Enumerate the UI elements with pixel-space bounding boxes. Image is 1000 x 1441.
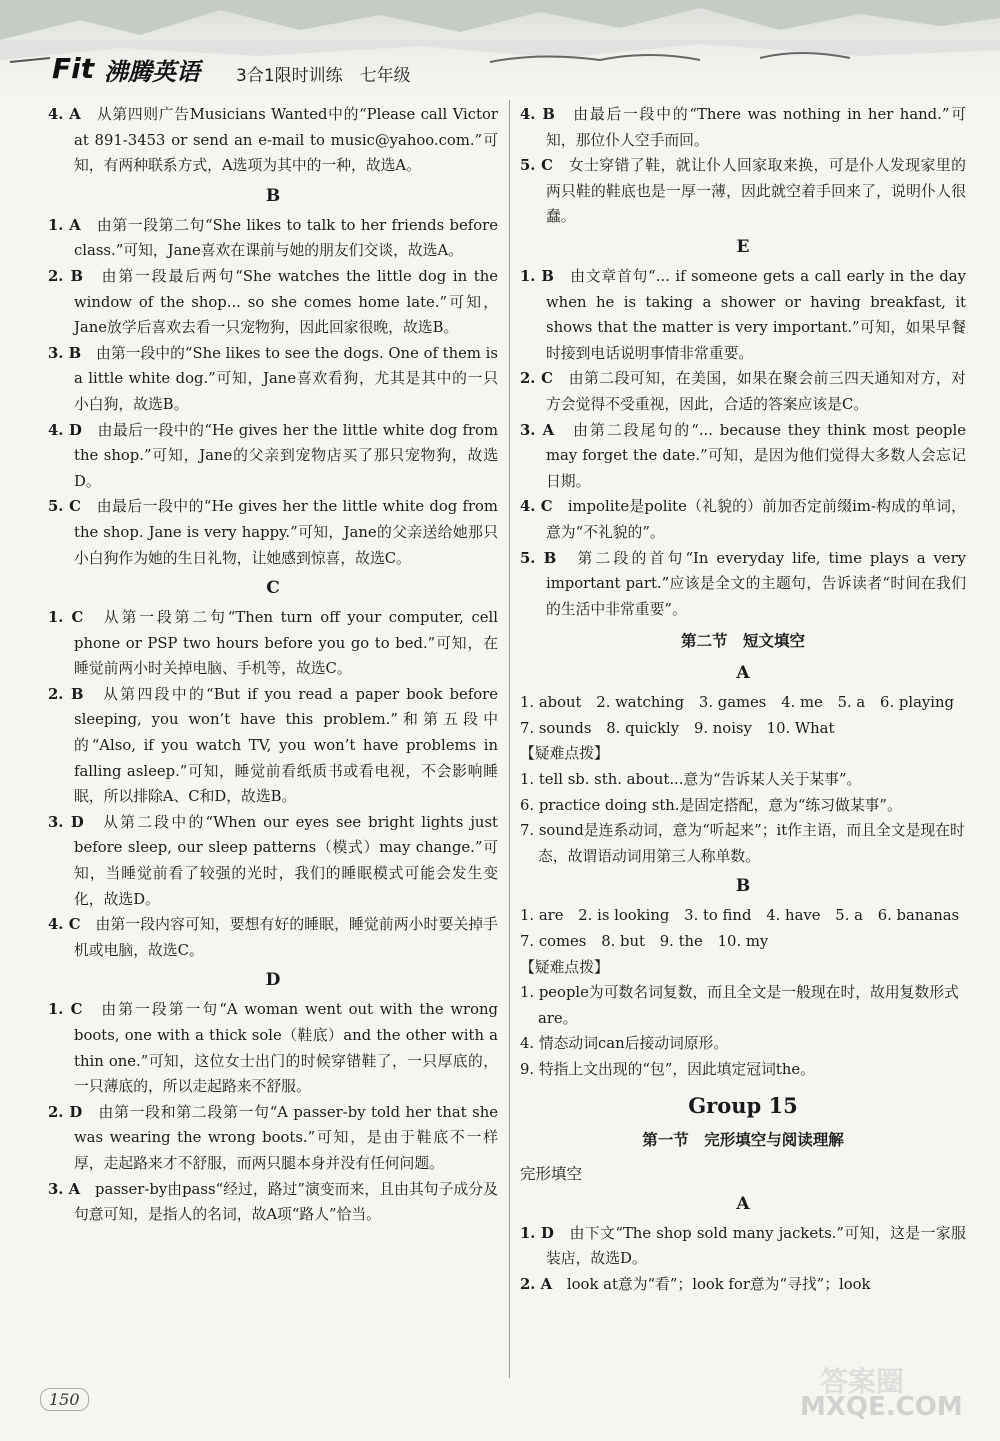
answer-item: 2. B 由第一段最后两句“She watches the little dog in the window of the shop... so she comes home late.”可知，Jane放学后喜欢去看一只宠物狗，因此回家很晚，故选B。 xyxy=(48,267,498,337)
section-heading-e: E xyxy=(736,236,750,257)
answer-row: 1. are 2. is looking 3. to find 4. have 5. a 6. bananas xyxy=(520,907,960,925)
answer-item: 3. A 由第二段尾句的“... because they think most people may forget the date.”可知，是因为他们觉得大多数人会忘记日期。 xyxy=(520,421,966,490)
tip-note: 4. 情态动词can后接动词原形。 xyxy=(520,1035,729,1053)
section-heading-a: A xyxy=(736,1193,750,1214)
answer-row: 7. comes 8. but 9. the 10. my xyxy=(520,933,769,951)
answer-item: 1. B 由文章首句“... if someone gets a call early in the day when he is taking a shower or having breakfast, it shows that the matter is very important.”可知，如果早餐时接到电话说明事情非常重要。 xyxy=(520,267,966,362)
answer-item: 3. A passer-by由pass“经过，路过”演变而来，且由其句子成分及句意可知，是指人的名词，故A项“路人”恰当。 xyxy=(48,1180,498,1224)
answer-item: 5. C 由最后一段中的“He gives her the little white dog from the shop. Jane is very happy.”可知，Jane的父亲送给她那只小白狗作为她的生日礼物，让她感到惊喜，故选C。 xyxy=(48,498,498,567)
tip-note: 6. practice doing sth.是固定搭配，意为“练习做某事”。 xyxy=(520,796,902,814)
answer-item: 4. D 由最后一段中的“He gives her the little white dog from the shop.”可知，Jane的父亲到宠物店买了那只宠物狗，故选D。 xyxy=(48,421,498,490)
answer-item: 2. D 由第一段和第二段第一句“A passer-by told her that she was wearing the wrong boots.”可知，是由于鞋底不一样厚，走起路来才不舒服，而两只腿本身并没有任何问题。 xyxy=(48,1103,498,1172)
right-column xyxy=(520,102,966,1297)
answer-item: 4. C impolite是polite（礼貌的）前加否定前缀im-构成的单词，意为“不礼貌的”。 xyxy=(520,498,966,541)
group-title: Group 15 xyxy=(688,1092,798,1118)
section-title-fill-in: 第二节 短文填空 xyxy=(680,632,805,651)
answer-item: 1. D 由下文“The shop sold many jackets.”可知，这是一家服装店，故选D。 xyxy=(520,1224,966,1268)
answer-item: 2. C 由第二段可知，在美国，如果在聚会前三四天通知对方，对方会觉得不受重视，因此，合适的答案应该是C。 xyxy=(520,370,966,413)
answer-item: 5. C 女士穿错了鞋，就让仆人回家取来换，可是仆人发现家里的两只鞋的鞋底也是一厚一薄，因此就空着手回来了，说明仆人很蠢。 xyxy=(520,157,966,226)
column-divider xyxy=(509,100,510,1378)
section-heading-b: B xyxy=(735,876,751,897)
answer-item: 4. C 由第一段内容可知，要想有好的睡眠，睡觉前两小时要关掉手机或电脑，故选C。 xyxy=(48,916,498,959)
logo-fit: Fit xyxy=(52,52,95,85)
book-subtitle: 3合1限时训练 七年级 xyxy=(236,66,411,86)
tip-note: 1. people为可数名词复数，而且全文是一般现在时，故用复数形式are。 xyxy=(520,984,959,1027)
answer-item: 3. B 由第一段中的“She likes to see the dogs. One of them is a little white dog.”可知，Jane喜欢看狗，尤其是其中的一只小白狗，故选B。 xyxy=(48,344,498,413)
tips-label: 【疑难点拨】 xyxy=(520,745,609,763)
section-heading-c: C xyxy=(266,578,280,599)
section-heading-a: A xyxy=(736,663,750,684)
page-number: 150 xyxy=(40,1388,89,1411)
answer-item: 1. C 由第一段第一句“A woman went out with the wrong boots, one with a thick sole（鞋底）and the other with a thin one.”可知，这位女士出门的时候穿错鞋了，一只厚底的，一只薄底的，所以走起路来不舒服。 xyxy=(48,1001,498,1096)
section-heading-d: D xyxy=(265,970,281,991)
tip-note: 7. sound是连系动词，意为“听起来”；it作主语，而且全文是现在时态，故谓语动词用第三人称单数。 xyxy=(520,822,965,865)
section-heading-b: B xyxy=(265,185,281,206)
page-header xyxy=(0,0,1000,100)
left-column xyxy=(48,102,498,1228)
cloze-label: 完形填空 xyxy=(520,1164,583,1183)
answer-item: 1. A 由第一段第二句“She likes to talk to her friends before class.”可知，Jane喜欢在课前与她的朋友们交谈，故选A。 xyxy=(48,216,498,260)
answer-item: 4. B 由最后一段中的“There was nothing in her hand.”可知，那位仆人空手而回。 xyxy=(520,106,966,149)
section-title-cloze-reading: 第一节 完形填空与阅读理解 xyxy=(642,1130,844,1149)
brand-title: 沸腾英语 xyxy=(104,58,200,86)
answer-item: 5. B 第二段的首句“In everyday life, time plays a very important part.”应该是全文的主题句，告诉读者“时间在我们的生活中非常重要”。 xyxy=(520,549,966,618)
answer-item: 1. C 从第一段第二句“Then turn off your computer, cell phone or PSP two hours before you go to bed.”可知，在睡觉前两小时关掉电脑、手机等，故选C。 xyxy=(48,609,498,678)
answer-item: 3. D 从第二段中的“When our eyes see bright lights just before sleep, our sleep patterns（模式）may change.”可知，当睡觉前看了较强的光时，我们的睡眠模式可能会发生变化，故选D。 xyxy=(48,813,498,908)
tip-note: 1. tell sb. sth. about...意为“告诉某人关于某事”。 xyxy=(520,771,862,789)
answer-item: 2. A look at意为“看”；look for意为“寻找”；look xyxy=(520,1275,871,1293)
answer-item: 4. A 从第四则广告Musicians Wanted中的“Please call Victor at 891-3453 or send an e-mail to music@yahoo.com.”可知，有两种联系方式，A选项为其中的一种，故选A。 xyxy=(48,106,498,175)
answer-item: 2. B 从第四段中的“But if you read a paper book before sleeping, you won’t have this problem.”和第五段中的“Also, if you watch TV, you won’t have problems in falling asleep.”可知，睡觉前看纸质书或看电视，不会影响睡眠，所以排除A、C和D，故选B。 xyxy=(48,685,498,806)
watermark-logo: 答案圈 xyxy=(820,1365,905,1398)
answer-row: 1. about 2. watching 3. games 4. me 5. a 6. playing xyxy=(520,694,954,712)
answer-row: 7. sounds 8. quickly 9. noisy 10. What xyxy=(520,719,835,737)
tip-note: 9. 特指上文出现的“包”，因此填定冠词the。 xyxy=(520,1061,815,1078)
tips-label: 【疑难点拨】 xyxy=(520,958,609,976)
watermark-url: MXQE.COM xyxy=(800,1392,963,1422)
